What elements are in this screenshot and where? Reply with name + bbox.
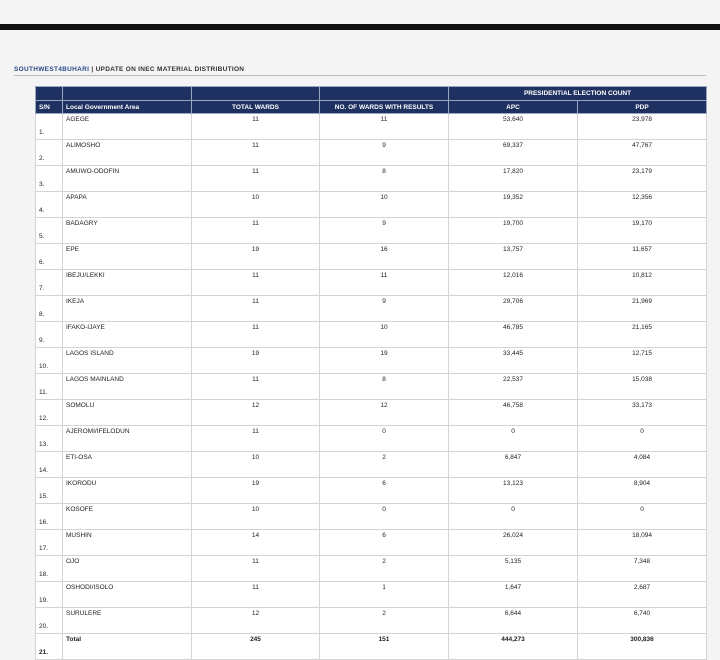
cell-total-wards: 11 — [192, 322, 320, 348]
header-blank — [36, 87, 63, 101]
table-row — [36, 478, 707, 504]
cell-wards-with-results: 2 — [320, 452, 449, 478]
cell-lga: SOMOLU — [63, 400, 192, 426]
cell-sn: 6. — [36, 244, 63, 270]
cell-sn: 20. — [36, 608, 63, 634]
header-blank — [320, 87, 449, 101]
cell-pdp: 12,356 — [578, 192, 707, 218]
cell-sn: 15. — [36, 478, 63, 504]
cell-apc: 444,273 — [449, 634, 578, 660]
cell-pdp: 23,978 — [578, 114, 707, 140]
cell-total-wards: 19 — [192, 478, 320, 504]
cell-pdp: 2,687 — [578, 582, 707, 608]
table-row — [36, 348, 707, 374]
cell-sn: 9. — [36, 322, 63, 348]
cell-sn: 10. — [36, 348, 63, 374]
cell-pdp: 33,173 — [578, 400, 707, 426]
cell-wards-with-results: 6 — [320, 530, 449, 556]
cell-sn: 2. — [36, 140, 63, 166]
cell-lga: SURULERE — [63, 608, 192, 634]
cell-wards-with-results: 0 — [320, 426, 449, 452]
cell-pdp: 12,715 — [578, 348, 707, 374]
cell-sn: 11. — [36, 374, 63, 400]
cell-wards-with-results: 9 — [320, 140, 449, 166]
cell-lga: MUSHIN — [63, 530, 192, 556]
cell-total-wards: 10 — [192, 504, 320, 530]
header-title: UPDATE ON INEC MATERIAL DISTRIBUTION — [95, 66, 245, 73]
cell-lga: AMUWO-ODOFIN — [63, 166, 192, 192]
cell-pdp: 10,812 — [578, 270, 707, 296]
cell-pdp: 21,165 — [578, 322, 707, 348]
header-separator: | — [89, 66, 96, 73]
table-row — [36, 504, 707, 530]
cell-pdp: 7,348 — [578, 556, 707, 582]
table-row — [36, 556, 707, 582]
table-row — [36, 114, 707, 140]
cell-sn: 1. — [36, 114, 63, 140]
cell-lga: LAGOS MAINLAND — [63, 374, 192, 400]
group-header: PRESIDENTIAL ELECTION COUNT — [449, 87, 707, 101]
cell-lga: AJEROMI/IFELODUN — [63, 426, 192, 452]
cell-pdp: 21,969 — [578, 296, 707, 322]
cell-wards-with-results: 151 — [320, 634, 449, 660]
header-blank — [63, 87, 192, 101]
table-row — [36, 322, 707, 348]
header-row-group — [36, 87, 707, 101]
col-header-total-wards: TOTAL WARDS — [192, 101, 320, 114]
cell-total-wards: 19 — [192, 348, 320, 374]
cell-apc: 46,785 — [449, 322, 578, 348]
cell-pdp: 23,179 — [578, 166, 707, 192]
cell-total-wards: 11 — [192, 556, 320, 582]
page-header — [14, 66, 244, 73]
table-row — [36, 426, 707, 452]
table-row — [36, 192, 707, 218]
top-bar — [0, 24, 720, 30]
cell-sn: 4. — [36, 192, 63, 218]
cell-wards-with-results: 9 — [320, 218, 449, 244]
cell-wards-with-results: 11 — [320, 270, 449, 296]
cell-pdp: 4,084 — [578, 452, 707, 478]
cell-lga: KOSOFE — [63, 504, 192, 530]
cell-wards-with-results: 6 — [320, 478, 449, 504]
cell-sn: 12. — [36, 400, 63, 426]
cell-total-wards: 11 — [192, 270, 320, 296]
table-row — [36, 374, 707, 400]
col-header-lga: Local Government Area — [63, 101, 192, 114]
cell-wards-with-results: 12 — [320, 400, 449, 426]
table-row — [36, 582, 707, 608]
cell-wards-with-results: 9 — [320, 296, 449, 322]
cell-wards-with-results: 10 — [320, 192, 449, 218]
cell-wards-with-results: 8 — [320, 374, 449, 400]
table-row — [36, 608, 707, 634]
cell-lga: Total — [63, 634, 192, 660]
cell-total-wards: 11 — [192, 140, 320, 166]
cell-apc: 29,706 — [449, 296, 578, 322]
cell-sn: 13. — [36, 426, 63, 452]
cell-apc: 17,820 — [449, 166, 578, 192]
table-row — [36, 530, 707, 556]
cell-wards-with-results: 2 — [320, 556, 449, 582]
cell-wards-with-results: 16 — [320, 244, 449, 270]
cell-lga: EPE — [63, 244, 192, 270]
table-row — [36, 166, 707, 192]
cell-total-wards: 11 — [192, 296, 320, 322]
cell-apc: 0 — [449, 426, 578, 452]
cell-lga: IKORODU — [63, 478, 192, 504]
cell-total-wards: 11 — [192, 374, 320, 400]
cell-sn: 8. — [36, 296, 63, 322]
cell-sn: 19. — [36, 582, 63, 608]
cell-wards-with-results: 1 — [320, 582, 449, 608]
cell-lga: IFAKO-IJAYE — [63, 322, 192, 348]
table-row — [36, 140, 707, 166]
table-row — [36, 270, 707, 296]
table-row — [36, 400, 707, 426]
cell-sn: 5. — [36, 218, 63, 244]
cell-pdp: 47,767 — [578, 140, 707, 166]
cell-total-wards: 11 — [192, 114, 320, 140]
cell-lga: ETI-OSA — [63, 452, 192, 478]
cell-total-wards: 11 — [192, 582, 320, 608]
cell-lga: BADAGRY — [63, 218, 192, 244]
cell-lga: ALIMOSHO — [63, 140, 192, 166]
cell-apc: 13,123 — [449, 478, 578, 504]
col-header-wards-with-results: NO. OF WARDS WITH RESULTS — [320, 101, 449, 114]
col-header-apc: APC — [449, 101, 578, 114]
cell-apc: 12,016 — [449, 270, 578, 296]
cell-pdp: 6,740 — [578, 608, 707, 634]
header-row-columns — [36, 101, 707, 114]
cell-apc: 5,135 — [449, 556, 578, 582]
cell-apc: 46,758 — [449, 400, 578, 426]
cell-total-wards: 11 — [192, 166, 320, 192]
results-table — [35, 86, 707, 660]
col-header-sn: S/N — [36, 101, 63, 114]
cell-apc: 19,352 — [449, 192, 578, 218]
cell-lga: OJO — [63, 556, 192, 582]
cell-apc: 26,024 — [449, 530, 578, 556]
cell-apc: 0 — [449, 504, 578, 530]
cell-wards-with-results: 19 — [320, 348, 449, 374]
cell-apc: 6,847 — [449, 452, 578, 478]
cell-sn: 7. — [36, 270, 63, 296]
cell-lga: IKEJA — [63, 296, 192, 322]
cell-total-wards: 10 — [192, 452, 320, 478]
cell-total-wards: 12 — [192, 400, 320, 426]
total-row — [36, 634, 707, 660]
cell-lga: IBEJU/LEKKI — [63, 270, 192, 296]
cell-sn: 3. — [36, 166, 63, 192]
cell-pdp: 300,836 — [578, 634, 707, 660]
cell-apc: 19,700 — [449, 218, 578, 244]
cell-total-wards: 10 — [192, 192, 320, 218]
cell-pdp: 15,038 — [578, 374, 707, 400]
col-header-pdp: PDP — [578, 101, 707, 114]
cell-total-wards: 14 — [192, 530, 320, 556]
cell-total-wards: 245 — [192, 634, 320, 660]
cell-pdp: 11,657 — [578, 244, 707, 270]
cell-wards-with-results: 10 — [320, 322, 449, 348]
cell-lga: LAGOS ISLAND — [63, 348, 192, 374]
table-row — [36, 244, 707, 270]
cell-total-wards: 12 — [192, 608, 320, 634]
cell-apc: 69,337 — [449, 140, 578, 166]
cell-pdp: 0 — [578, 504, 707, 530]
cell-wards-with-results: 11 — [320, 114, 449, 140]
header-rule — [14, 75, 706, 76]
cell-wards-with-results: 8 — [320, 166, 449, 192]
header-blank — [192, 87, 320, 101]
cell-apc: 53,640 — [449, 114, 578, 140]
cell-sn: 18. — [36, 556, 63, 582]
cell-apc: 6,644 — [449, 608, 578, 634]
cell-wards-with-results: 0 — [320, 504, 449, 530]
cell-pdp: 0 — [578, 426, 707, 452]
cell-sn: 16. — [36, 504, 63, 530]
cell-apc: 22,537 — [449, 374, 578, 400]
table-body — [36, 114, 707, 660]
cell-apc: 33,445 — [449, 348, 578, 374]
table-row — [36, 452, 707, 478]
cell-lga: OSHODI/ISOLO — [63, 582, 192, 608]
cell-pdp: 19,170 — [578, 218, 707, 244]
table-row — [36, 296, 707, 322]
cell-pdp: 18,094 — [578, 530, 707, 556]
cell-sn: 14. — [36, 452, 63, 478]
cell-lga: AGEGE — [63, 114, 192, 140]
cell-total-wards: 19 — [192, 244, 320, 270]
cell-apc: 13,757 — [449, 244, 578, 270]
cell-apc: 1,647 — [449, 582, 578, 608]
table-row — [36, 218, 707, 244]
cell-wards-with-results: 2 — [320, 608, 449, 634]
org-name: SOUTHWEST4BUHARI — [14, 66, 90, 73]
cell-sn: 17. — [36, 530, 63, 556]
cell-total-wards: 11 — [192, 426, 320, 452]
cell-pdp: 8,904 — [578, 478, 707, 504]
cell-lga: APAPA — [63, 192, 192, 218]
cell-total-wards: 11 — [192, 218, 320, 244]
cell-sn: 21. — [36, 634, 63, 660]
